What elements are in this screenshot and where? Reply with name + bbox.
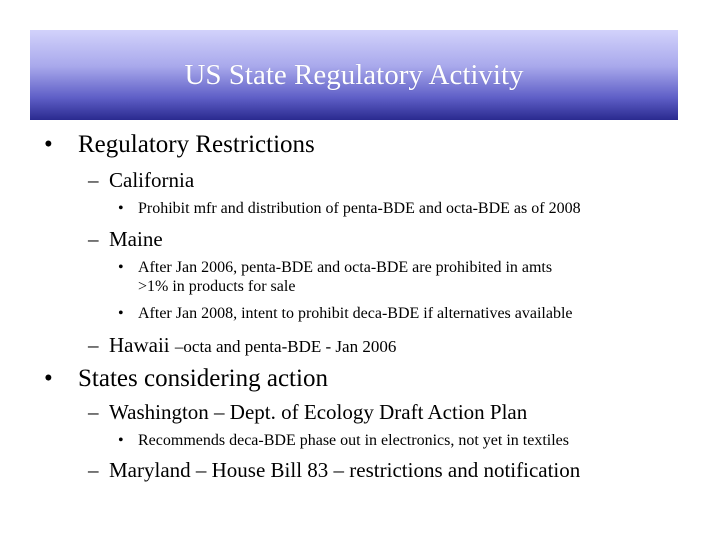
bullet-text: Regulatory Restrictions xyxy=(78,131,315,158)
bullet-regulatory-restrictions xyxy=(44,131,315,159)
subbullet-text: Maine xyxy=(109,227,163,251)
dash-marker: – xyxy=(88,333,99,357)
bullet-marker: • xyxy=(44,365,53,392)
dash-marker: – xyxy=(88,458,99,482)
subbullet-text: California xyxy=(109,168,195,192)
item-text: Recommends deca-BDE phase out in electronics, not yet in textiles xyxy=(138,432,569,449)
bullet-marker: • xyxy=(118,259,124,276)
bullet-marker: • xyxy=(44,131,53,158)
subbullet-california xyxy=(88,168,194,193)
dash-marker: – xyxy=(88,168,99,192)
subbullet-text: Maryland – House Bill 83 – restrictions and notification xyxy=(109,458,581,482)
bullet-states-considering xyxy=(44,365,328,393)
subbullet-maryland xyxy=(88,458,580,483)
bullet-marker: • xyxy=(118,432,124,449)
slide-title: US State Regulatory Activity xyxy=(184,58,524,91)
item-maine-2006 xyxy=(118,259,552,277)
bullet-marker: • xyxy=(118,200,124,217)
hawaii-date: - Jan 2006 xyxy=(321,337,397,356)
item-text: After Jan 2006, penta-BDE and octa-BDE are prohibited in amts xyxy=(138,259,553,276)
item-text: >1% in products for sale xyxy=(138,278,296,295)
subbullet-text: Washington – Dept. of Ecology Draft Action Plan xyxy=(109,400,528,424)
dash-marker: – xyxy=(88,400,99,424)
item-maine-2006-continuation xyxy=(138,278,295,296)
subbullet-text: Hawaii xyxy=(109,333,175,357)
hawaii-detail: –octa and penta-BDE xyxy=(174,337,322,356)
item-text: After Jan 2008, intent to prohibit deca-BDE if alternatives available xyxy=(138,305,573,322)
bullet-text: States considering action xyxy=(78,365,328,392)
item-california-prohibit xyxy=(118,200,581,218)
item-washington-recommends xyxy=(118,432,569,450)
item-text: Prohibit mfr and distribution of penta-BDE and octa-BDE as of 2008 xyxy=(138,200,581,217)
dash-marker: – xyxy=(88,227,99,251)
item-maine-2008 xyxy=(118,305,573,323)
subbullet-hawaii xyxy=(88,333,396,358)
bullet-marker: • xyxy=(118,305,124,322)
subbullet-washington xyxy=(88,400,527,425)
title-banner xyxy=(30,30,678,120)
subbullet-maine xyxy=(88,227,163,252)
